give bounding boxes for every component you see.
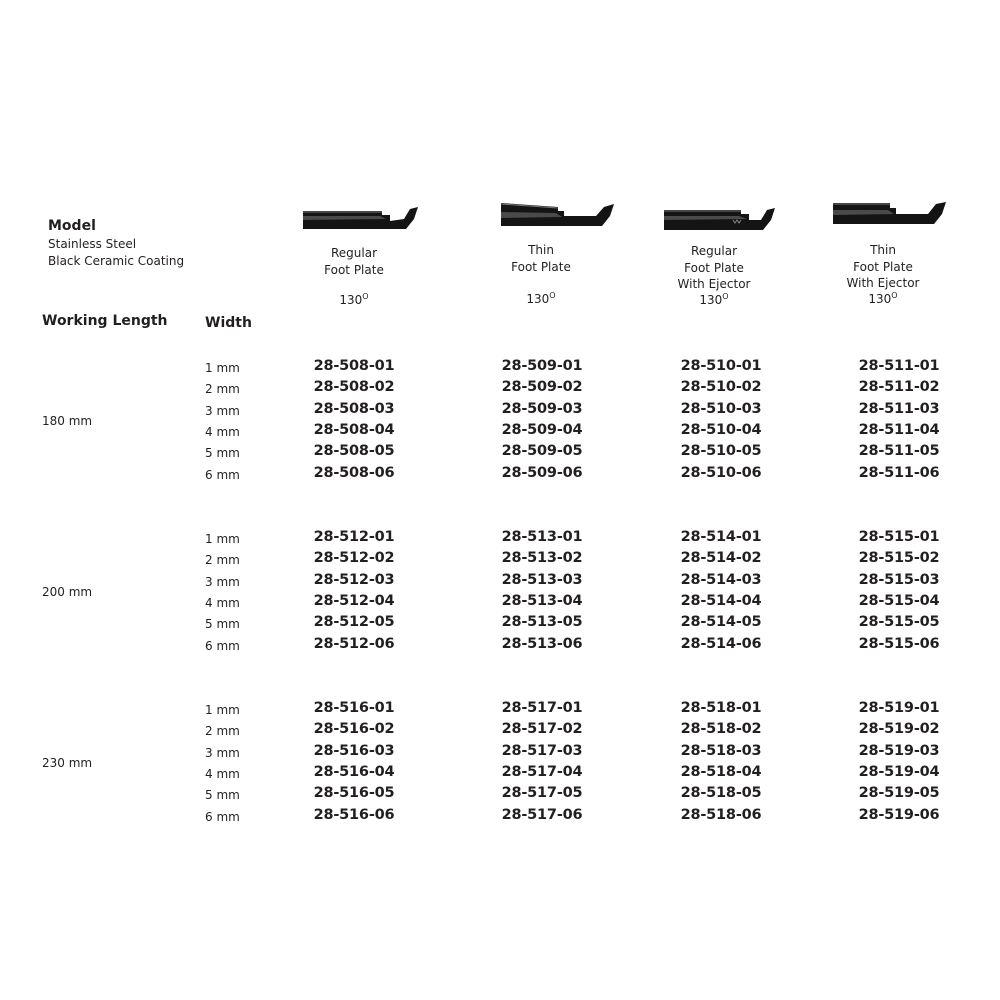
product-code: 28-516-01 <box>313 700 395 716</box>
product-code: 28-516-06 <box>313 806 395 823</box>
width-header: Width <box>205 315 252 331</box>
width-value: 5 mm <box>205 446 240 461</box>
product-code: 28-511-01 <box>858 358 940 374</box>
product-code: 28-518-05 <box>680 785 762 802</box>
product-code: 28-517-06 <box>501 806 583 823</box>
product-code: 28-511-05 <box>858 443 940 460</box>
product-code: 28-518-04 <box>680 763 762 780</box>
column-3-ejector: With Ejector <box>677 277 751 291</box>
width-value: 3 mm <box>205 403 240 418</box>
width-value: 6 mm <box>205 809 240 824</box>
product-code: 28-517-02 <box>501 721 583 738</box>
width-value: 2 mm <box>205 382 240 397</box>
product-code: 28-517-04 <box>501 763 583 780</box>
product-code: 28-514-06 <box>680 635 762 652</box>
product-code: 28-516-02 <box>313 721 395 738</box>
product-code: 28-509-05 <box>501 443 583 460</box>
product-code: 28-508-03 <box>313 400 395 417</box>
column-2-plate: Foot Plate <box>511 259 571 274</box>
column-1-plate: Foot Plate <box>324 262 384 277</box>
product-code: 28-509-01 <box>501 358 583 374</box>
product-code: 28-519-03 <box>858 742 940 759</box>
product-code: 28-509-02 <box>501 379 583 396</box>
regular-foot-plate-instrument-icon <box>302 203 424 239</box>
thin-foot-plate-ejector-instrument-icon <box>832 200 950 236</box>
regular-foot-plate-ejector-instrument-icon <box>663 206 777 238</box>
product-code: 28-515-03 <box>858 571 940 588</box>
product-code: 28-509-04 <box>501 421 583 438</box>
product-code: 28-513-05 <box>501 614 583 631</box>
product-code: 28-518-03 <box>680 742 762 759</box>
product-code: 28-514-04 <box>680 592 762 609</box>
width-value: 1 mm <box>205 703 240 717</box>
product-code: 28-510-04 <box>680 421 762 438</box>
product-code: 28-515-02 <box>858 550 940 567</box>
product-code: 28-514-01 <box>680 529 762 545</box>
product-code: 28-514-05 <box>680 614 762 631</box>
width-value: 4 mm <box>205 595 240 610</box>
column-4-angle: $130^O$ <box>868 291 898 306</box>
width-value: 4 mm <box>205 424 240 439</box>
product-code: 28-517-01 <box>501 700 583 716</box>
thin-foot-plate-instrument-icon <box>500 200 620 236</box>
working-length-header: Working Length <box>42 313 168 329</box>
product-code: 28-512-02 <box>313 550 395 567</box>
column-1-angle: $130^O$ <box>339 292 369 307</box>
product-code: 28-519-01 <box>858 700 940 716</box>
product-code: 28-511-03 <box>858 400 940 417</box>
product-code: 28-517-03 <box>501 742 583 759</box>
product-code: 28-516-04 <box>313 763 395 780</box>
product-code: 28-508-06 <box>313 464 395 481</box>
product-code: 28-510-01 <box>680 358 762 374</box>
column-2-type: Thin <box>528 243 554 257</box>
product-code: 28-510-05 <box>680 443 762 460</box>
width-value: 3 mm <box>205 745 240 760</box>
width-value: 5 mm <box>205 617 240 632</box>
product-code: 28-508-04 <box>313 421 395 438</box>
product-code: 28-518-02 <box>680 721 762 738</box>
product-code: 28-518-06 <box>680 806 762 823</box>
product-code: 28-510-06 <box>680 464 762 481</box>
product-code: 28-510-03 <box>680 400 762 417</box>
model-coating-line: Black Ceramic Coating <box>48 254 185 268</box>
width-value: 4 mm <box>205 766 240 781</box>
model-title: Model <box>48 218 96 234</box>
product-code: 28-512-01 <box>313 529 395 545</box>
product-code: 28-514-03 <box>680 571 762 588</box>
product-code: 28-511-02 <box>858 379 940 396</box>
product-code: 28-516-03 <box>313 742 395 759</box>
working-length-value: 230 mm <box>42 756 93 770</box>
product-code: 28-518-01 <box>680 700 762 716</box>
product-code: 28-508-05 <box>313 443 395 460</box>
product-code: 28-516-05 <box>313 785 395 802</box>
column-3-type: Regular <box>690 244 738 258</box>
product-code: 28-509-06 <box>501 464 583 481</box>
working-length-value: 180 mm <box>42 414 93 428</box>
column-2-angle: $130^O$ <box>526 291 556 306</box>
width-value: 3 mm <box>205 574 240 589</box>
width-value: 2 mm <box>205 724 240 739</box>
product-code: 28-513-01 <box>501 529 583 545</box>
width-value: 6 mm <box>205 467 240 482</box>
product-code: 28-512-05 <box>313 614 395 631</box>
column-4-type: Thin <box>870 243 896 257</box>
column-4-plate: Foot Plate <box>853 259 913 274</box>
product-code: 28-513-02 <box>501 550 583 567</box>
product-code: 28-511-06 <box>858 464 940 481</box>
width-value: 6 mm <box>205 638 240 653</box>
product-code: 28-514-02 <box>680 550 762 567</box>
product-code: 28-511-04 <box>858 421 940 438</box>
product-code: 28-512-03 <box>313 571 395 588</box>
product-code: 28-515-06 <box>858 635 940 652</box>
product-code: 28-517-05 <box>501 785 583 802</box>
product-code: 28-515-05 <box>858 614 940 631</box>
column-3-plate: Foot Plate <box>684 260 744 275</box>
product-code: 28-519-06 <box>858 806 940 823</box>
product-code: 28-512-06 <box>313 635 395 652</box>
width-value: 1 mm <box>205 532 240 546</box>
working-length-value: 200 mm <box>42 585 93 599</box>
product-code: 28-513-03 <box>501 571 583 588</box>
product-code: 28-512-04 <box>313 592 395 609</box>
product-code: 28-519-05 <box>858 785 940 802</box>
product-code: 28-508-02 <box>313 379 395 396</box>
product-code: 28-515-04 <box>858 592 940 609</box>
column-4-ejector: With Ejector <box>846 276 920 290</box>
product-code: 28-508-01 <box>313 358 395 374</box>
width-value: 1 mm <box>205 361 240 375</box>
width-value: 2 mm <box>205 553 240 568</box>
product-code: 28-519-04 <box>858 763 940 780</box>
width-value: 5 mm <box>205 788 240 803</box>
product-code: 28-515-01 <box>858 529 940 545</box>
product-code: 28-513-04 <box>501 592 583 609</box>
column-3-angle: $130^O$ <box>699 292 729 307</box>
column-1-type: Regular <box>330 246 378 260</box>
product-code: 28-510-02 <box>680 379 762 396</box>
product-code: 28-509-03 <box>501 400 583 417</box>
product-code: 28-513-06 <box>501 635 583 652</box>
model-material-line: Stainless Steel <box>48 237 137 251</box>
product-code: 28-519-02 <box>858 721 940 738</box>
